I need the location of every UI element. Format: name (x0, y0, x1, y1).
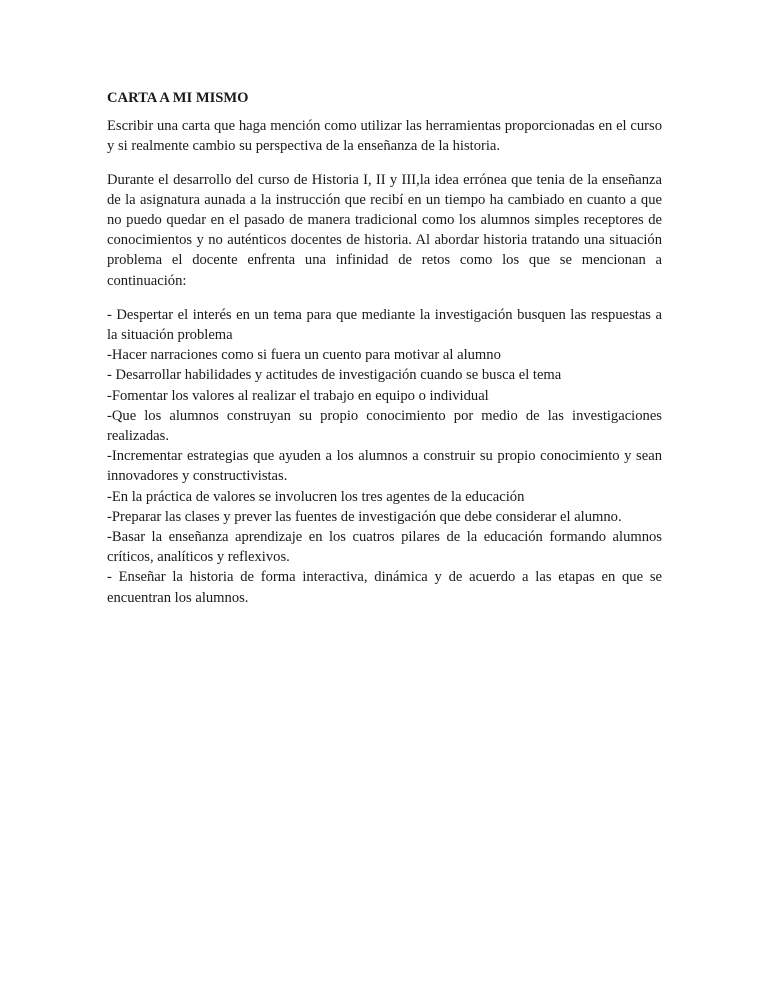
list-item: -Incrementar estrategias que ayuden a los alumnos a construir su propio conocimiento y sean innovadores y constructivistas. (107, 448, 662, 485)
list-item: -Hacer narraciones como si fuera un cuento para motivar al alumno (107, 347, 501, 364)
list-item: -Preparar las clases y prever las fuentes de investigación que debe considerar el alumno. (107, 508, 622, 525)
challenges-list (107, 305, 662, 608)
list-item: - Despertar el interés en un tema para que mediante la investigación busquen las respuestas a la situación problema (107, 306, 662, 344)
body-paragraph: Durante el desarrollo del curso de Historia I, II y III,la idea errónea que tenia de la enseñanza de la asignatura aunada a la instrucción que recibí en un tiempo ha cambiado en cuanto a que no puedo quedar en el pasado de manera tradicional como los alumnos simples receptores de conocimientos y no auténticos docentes de historia. Al abordar historia tratando una situación problema el docente enfrenta una infinidad de retos como los que se mencionan a continuación: (107, 171, 662, 289)
intro-paragraph: Escribir una carta que haga mención como utilizar las herramientas proporcionadas en el curso y si realmente cambio su perspectiva de la enseñanza de la historia. (107, 118, 662, 155)
document-title: CARTA A MI MISMO (107, 90, 249, 106)
list-item: - Enseñar la historia de forma interactiva, dinámica y de acuerdo a las etapas en que se encuentran los alumnos. (107, 569, 662, 606)
document-page (107, 88, 662, 608)
list-item: -Basar la enseñanza aprendizaje en los cuatros pilares de la educación formando alumnos críticos, analíticos y reflexivos. (107, 529, 662, 566)
list-item: -Fomentar los valores al realizar el trabajo en equipo o individual (107, 387, 489, 404)
list-item: -Que los alumnos construyan su propio conocimiento por medio de las investigaciones realizadas. (107, 407, 662, 445)
list-item: - Desarrollar habilidades y actitudes de investigación cuando se busca el tema (107, 367, 562, 384)
list-item: -En la práctica de valores se involucren los tres agentes de la educación (107, 488, 525, 505)
